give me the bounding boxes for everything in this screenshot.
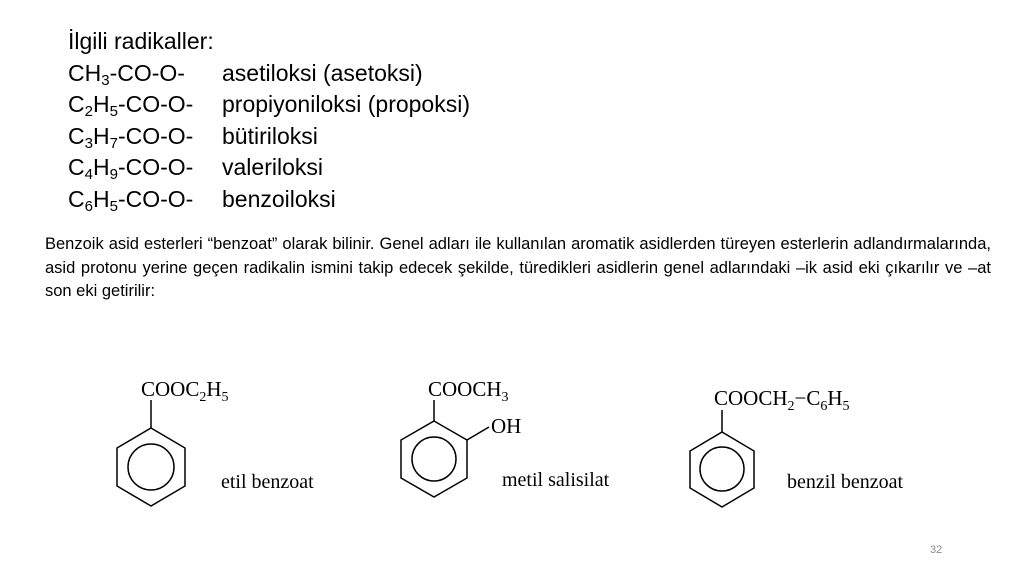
radical-name: asetiloksi (asetoksi) [222,59,423,86]
benzene-ring-benzyl-benzoate [690,410,754,507]
radical-formula: $C_3H_7-CO-O-$ [68,122,194,152]
page-number: 32 [930,544,943,556]
radical-name: bütiriloksi [222,122,318,149]
hydroxyl-group: OH [491,414,522,438]
radicals-heading: İlgili radikaller: [68,28,214,54]
methyl-salicylate-label: metil salisilat [502,469,610,491]
benzene-ring-ethyl-benzoate [117,400,185,506]
radical-formula: $C_6H_5-CO-O-$ [68,185,194,215]
radical-formula: $C_2H_5-CO-O-$ [68,91,194,120]
benzene-ring-methyl-salicylate [401,400,489,497]
ethyl-benzoate-label: etil benzoat [221,471,314,493]
radical-name: valeriloksi [222,154,323,180]
explanation-paragraph: Benzoik asid esterleri “benzoat” olarak bilinir. Genel adları ile kullanılan aromatik asidlerden türeyen esterlerin adlandırmalarında, asid protonu yerine geçen radikalin ismini takip edecek şekilde, türedikleri asidlerin genel adlarındaki –ik asid eki çıkarılır ve –at son eki getirilir: [45,235,991,300]
radical-name: propiyoniloksi (propoksi) [222,91,470,117]
radical-formula: $CH_3-CO-O-$ [68,59,185,89]
methyl-salicylate-substituent: $COOCH_3$ [428,377,509,405]
benzyl-benzoate-label: benzil benzoat [787,471,904,493]
radical-formula: $C_4H_9-CO-O-$ [68,154,194,183]
ethyl-benzoate-substituent: $COOC_2H_5$ [141,377,229,405]
benzyl-benzoate-substituent: $COOCH_2-C_6H_5$ [714,386,850,414]
radical-name: benzoiloksi [222,185,336,212]
